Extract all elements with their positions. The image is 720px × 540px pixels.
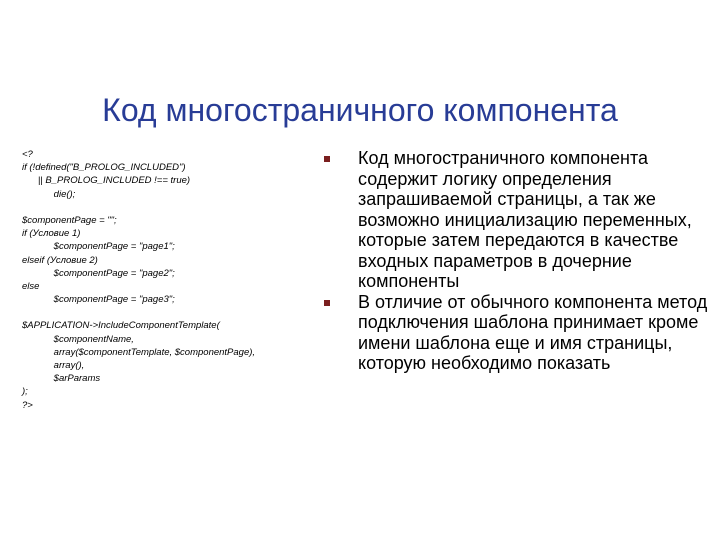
code-line: if (!defined("B_PROLOG_INCLUDED") — [22, 162, 186, 174]
code-line: $componentPage = "page3"; — [22, 294, 175, 306]
code-line: if (Условие 1) — [22, 228, 81, 240]
code-line: || B_PROLOG_INCLUDED !== true) — [22, 175, 191, 187]
code-line — [22, 201, 322, 214]
code-line: elseif (Условие 2) — [22, 254, 98, 266]
code-line: array(), — [22, 360, 85, 371]
bullet-text: В отличие от обычного компонента метод подключения шаблона принимает кроме имени шаблона еще и имя страницы, которую необходимо показать — [358, 291, 708, 373]
bullet-item — [318, 148, 714, 292]
bullet-text: Код многостраничного компонента содержит логику определения запрашиваемой страницы, а так же возможно инициализацию переменных, которые затем передаются в качестве входных параметров в дочерние компоненты — [358, 148, 692, 291]
square-bullet-icon — [324, 300, 330, 306]
code-line: $componentPage = "page2"; — [22, 267, 175, 279]
code-line: ); — [22, 386, 28, 398]
code-block — [22, 148, 322, 412]
square-bullet-icon — [324, 156, 330, 162]
code-line — [22, 306, 322, 319]
code-line: $componentPage = "page1"; — [22, 241, 175, 253]
bullet-list — [318, 148, 714, 374]
code-line: $componentPage = ""; — [22, 214, 117, 226]
slide-title: Код многостраничного компонента — [102, 92, 618, 128]
code-line: ?> — [22, 399, 33, 411]
code-line: $arParams — [22, 373, 101, 385]
code-line: array($componentTemplate, $componentPage), — [22, 346, 256, 358]
code-line: else — [22, 280, 40, 292]
bullet-item — [318, 292, 714, 374]
code-line: $componentName, — [22, 333, 134, 345]
code-line: die(); — [22, 188, 76, 200]
code-line: <? — [22, 149, 33, 160]
code-line: $APPLICATION->IncludeComponentTemplate( — [22, 320, 220, 332]
